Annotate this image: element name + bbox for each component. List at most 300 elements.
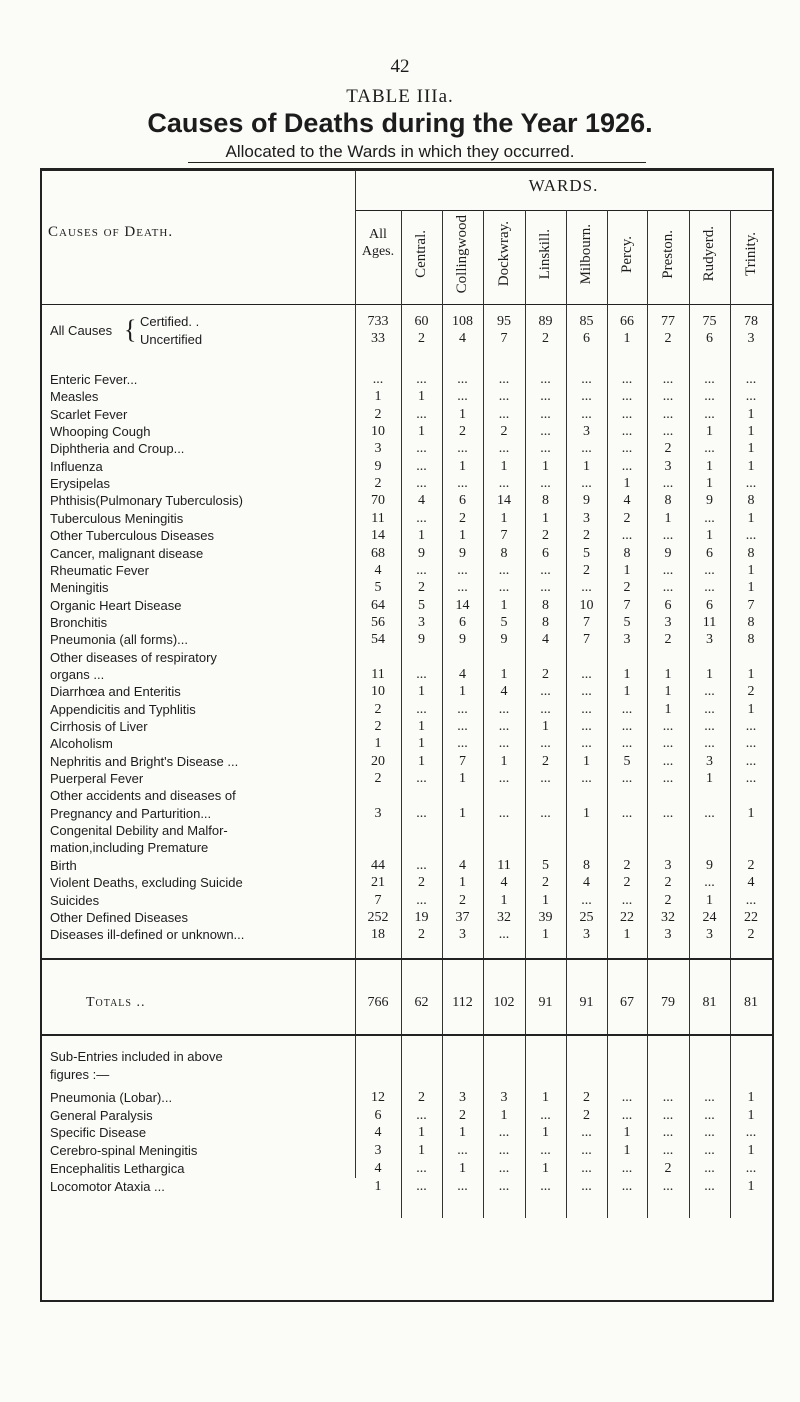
cause-values	[44, 771, 774, 788]
cell-value: 4	[459, 666, 466, 682]
cell-value: 9	[459, 545, 466, 561]
cause-label: Congenital Debility and Malfor-	[50, 823, 228, 839]
cause-label-continuation: organs ...	[50, 666, 105, 682]
ward-name: Linskill.	[537, 228, 553, 280]
cause-row	[44, 788, 774, 805]
cell-value: 8	[542, 597, 549, 613]
cause-values	[44, 910, 774, 927]
cell-value: 3	[664, 614, 672, 630]
cell-value: ...	[498, 719, 510, 734]
cell-value: 3	[583, 424, 590, 440]
cell-value: 1	[747, 406, 755, 422]
cell-value: ...	[621, 1160, 633, 1176]
cell-value: 1	[418, 736, 425, 752]
cell-value: ...	[662, 562, 674, 578]
certified-label: Certified. .	[140, 314, 200, 329]
cell-value: 1	[623, 476, 631, 492]
cause-label: Other Defined Diseases	[50, 909, 189, 925]
cause-values	[44, 372, 774, 389]
cell-value: 2	[664, 441, 672, 457]
totals-bottom-rule	[40, 1034, 774, 1036]
cell-value: ...	[498, 805, 510, 821]
cell-value: 1	[747, 805, 755, 821]
certified-count: 733	[367, 314, 389, 329]
cause-label: Organic Heart Disease	[50, 597, 182, 613]
sub-entry-label: Cerebro-spinal Meningitis	[50, 1143, 198, 1159]
cell-value: ...	[662, 771, 674, 787]
cause-label: Meningitis	[50, 580, 109, 596]
cell-value: 68	[371, 545, 385, 561]
cell-value: ...	[498, 736, 510, 752]
cell-value: 1	[583, 805, 590, 821]
cell-value: 2	[374, 701, 382, 717]
cell-value: 8	[747, 493, 755, 509]
uncertified-count: 3	[747, 331, 755, 346]
cell-value: ...	[416, 701, 427, 717]
cause-values	[44, 667, 774, 684]
cell-value: ...	[540, 1107, 551, 1123]
cell-value: 12	[371, 1090, 385, 1105]
cell-value: 2	[747, 857, 755, 873]
cell-value: ...	[581, 701, 592, 717]
cell-value: 44	[371, 857, 385, 873]
cell-value: ...	[457, 580, 468, 596]
sub-entry-label: Specific Disease	[50, 1125, 147, 1141]
cell-value: ...	[540, 389, 551, 405]
cell-value: ...	[581, 1160, 592, 1176]
cell-value: 1	[500, 892, 508, 908]
cell-value: ...	[416, 372, 427, 387]
cell-value: ...	[745, 389, 757, 405]
cause-row	[44, 823, 774, 840]
cause-values	[44, 528, 774, 545]
cell-value: 2	[664, 632, 672, 648]
cell-value: 1	[418, 424, 425, 440]
cause-label: Cancer, malignant disease	[50, 545, 204, 561]
cell-value: 25	[579, 909, 594, 925]
cell-value: 64	[371, 597, 385, 613]
cell-value: 2	[459, 892, 466, 908]
cause-values	[44, 459, 774, 476]
cell-value: ...	[498, 1143, 510, 1159]
cell-value: 2	[623, 580, 631, 596]
cell-value: 14	[371, 528, 385, 544]
cause-label: Other accidents and diseases of	[50, 788, 236, 804]
cell-value: 1	[747, 1178, 755, 1194]
sub-entries-heading	[50, 1048, 223, 1084]
cell-value: ...	[581, 719, 592, 734]
cell-value: 2	[664, 875, 672, 891]
cell-value: 3	[706, 632, 713, 648]
cell-value: 6	[459, 493, 466, 509]
cell-value: 8	[747, 614, 755, 630]
wards-heading-rule	[355, 210, 772, 211]
cell-value: 1	[747, 1143, 755, 1159]
subtitle-underline	[188, 162, 646, 163]
cell-value: 2	[542, 528, 549, 544]
uncertified-count: 2	[418, 331, 425, 346]
cell-value: ...	[498, 372, 510, 387]
cell-value: ...	[704, 1160, 715, 1176]
cell-value: 1	[542, 1090, 549, 1105]
cause-values	[44, 424, 774, 441]
cell-value: 2	[374, 719, 382, 734]
cell-value: 1	[706, 771, 713, 787]
cell-value: 1	[459, 1160, 466, 1176]
cell-value: 1	[747, 441, 755, 457]
cell-value: ...	[662, 424, 674, 440]
cause-label: Nephritis and Bright's Disease ...	[50, 753, 239, 769]
cell-value: 2	[542, 753, 549, 769]
cell-value: 1	[664, 666, 672, 682]
cell-value: 3	[459, 927, 466, 943]
cell-value: 6	[459, 614, 466, 630]
cell-value: 1	[374, 389, 382, 405]
cell-value: 1	[747, 580, 755, 596]
cell-value: 4	[374, 1160, 382, 1176]
cell-value: 8	[623, 545, 631, 561]
cell-value: ...	[704, 441, 715, 457]
cell-value: 11	[497, 857, 511, 873]
cell-value: 2	[374, 771, 382, 787]
wards-heading: WARDS.	[528, 176, 599, 195]
cell-value: ...	[621, 719, 633, 734]
cell-value: ...	[621, 1178, 633, 1194]
cell-value: 1	[706, 528, 713, 544]
cell-value: ...	[662, 805, 674, 821]
cell-value: ...	[745, 753, 757, 769]
cell-value: 14	[497, 493, 511, 509]
cell-value: 3	[500, 1090, 508, 1105]
cell-value: 252	[367, 909, 389, 925]
cell-value: 1	[418, 753, 425, 769]
cell-value: 4	[374, 562, 382, 578]
cell-value: 11	[371, 510, 385, 526]
cell-value: 1	[459, 805, 466, 821]
all-ages-header	[355, 226, 401, 260]
total-value: 62	[414, 995, 429, 1010]
cell-value: 9	[664, 545, 672, 561]
page-number: 42	[390, 56, 410, 77]
cell-value: 1	[747, 458, 755, 474]
sub-entry-label: Pneumonia (Lobar)...	[50, 1090, 173, 1105]
cause-label-continuation: Pregnancy and Parturition...	[50, 805, 212, 821]
cell-value: 22	[620, 909, 634, 925]
cause-label: Measles	[50, 389, 99, 405]
sub-entry-row	[44, 1179, 774, 1196]
ward-name: Milbourn.	[578, 223, 594, 285]
cell-value: 1	[459, 458, 466, 474]
cell-value: 2	[459, 510, 466, 526]
cell-value: 1	[500, 597, 508, 613]
cell-value: 4	[542, 632, 549, 648]
cell-value: 6	[542, 545, 549, 561]
cell-value: ...	[581, 736, 592, 752]
cause-label: Diphtheria and Croup...	[50, 441, 185, 457]
total-value: 67	[620, 995, 634, 1010]
uncertified-count: 2	[542, 331, 549, 346]
cause-label-continuation: Birth	[50, 857, 77, 873]
cell-value: 8	[542, 614, 549, 630]
cause-values	[44, 893, 774, 910]
cell-value: 11	[702, 614, 717, 630]
cell-value: 1	[500, 753, 508, 769]
cell-value: ...	[416, 857, 427, 873]
cell-value: ...	[416, 441, 427, 457]
cell-value: ...	[745, 719, 757, 734]
header-bottom-rule	[40, 304, 774, 305]
cause-label: Alcoholism	[50, 736, 113, 752]
cell-value: ...	[581, 1143, 592, 1159]
cause-label: Enteric Fever...	[50, 372, 138, 387]
cell-value: ...	[540, 1143, 551, 1159]
certified-count: 77	[661, 314, 675, 329]
cause-values	[44, 927, 774, 944]
cell-value: 54	[371, 632, 385, 648]
cell-value: 1	[664, 701, 672, 717]
cause-values	[44, 598, 774, 615]
certified-count: 78	[744, 314, 758, 329]
cell-value: 3	[418, 614, 425, 630]
table-top-rule	[40, 168, 774, 171]
cell-value: 32	[497, 909, 511, 925]
cell-value: 1	[542, 719, 549, 734]
cell-value: ...	[621, 389, 633, 405]
cell-value: ...	[745, 892, 757, 908]
cause-values	[44, 858, 774, 875]
cell-value: 2	[500, 424, 508, 440]
cell-value: 22	[744, 909, 758, 925]
cell-value: 3	[374, 805, 382, 821]
cause-values	[44, 580, 774, 597]
totals-top-rule	[40, 958, 774, 960]
cell-value: ...	[457, 736, 468, 752]
cell-value: ...	[662, 372, 674, 387]
cell-value: 6	[374, 1107, 382, 1123]
cell-value: 1	[706, 424, 713, 440]
cell-value: ...	[621, 424, 633, 440]
cell-value: 8	[500, 545, 508, 561]
cell-value: ...	[457, 1178, 468, 1194]
total-value: 81	[702, 995, 717, 1010]
cause-values	[44, 754, 774, 771]
uncertified-label: Uncertified	[140, 332, 203, 347]
cause-values	[44, 875, 774, 892]
cell-value: ...	[621, 701, 633, 717]
cell-value: ...	[416, 1107, 427, 1123]
cell-value: ...	[581, 892, 592, 908]
cell-value: 9	[500, 632, 508, 648]
cell-value: ...	[498, 701, 510, 717]
cell-value: ...	[416, 1178, 427, 1194]
cell-value: 1	[542, 927, 549, 943]
cause-label: Diarrhœa and Enteritis	[50, 684, 181, 700]
total-value: 112	[452, 995, 473, 1010]
cell-value: 39	[538, 909, 553, 925]
cell-value: 1	[459, 528, 466, 544]
cell-value: 1	[374, 1178, 382, 1194]
cell-value: ...	[745, 476, 757, 492]
uncertified-count: 7	[500, 331, 508, 346]
cell-value: 1	[418, 719, 425, 734]
cell-value: ...	[498, 927, 510, 943]
cell-value: ...	[416, 510, 427, 526]
cell-value: 8	[583, 857, 590, 873]
cell-value: 1	[664, 510, 672, 526]
cell-value: 1	[418, 684, 425, 700]
cell-value: ...	[498, 406, 510, 422]
cell-value: 7	[459, 753, 466, 769]
cell-value: ...	[662, 1107, 674, 1123]
cell-value: 2	[418, 927, 425, 943]
cell-value: 3	[583, 927, 590, 943]
cell-value: 1	[542, 1160, 549, 1176]
cell-value: 3	[664, 458, 672, 474]
cell-value: ...	[581, 406, 592, 422]
cell-value: 4	[500, 875, 508, 891]
certified-count: 85	[579, 314, 594, 329]
cell-value: ...	[457, 701, 468, 717]
cell-value: 1	[623, 562, 631, 578]
cell-value: 1	[500, 458, 508, 474]
ward-name: Rudyerd.	[701, 226, 717, 282]
cell-value: 2	[542, 666, 549, 682]
cell-value: 5	[418, 597, 425, 613]
cell-value: ...	[621, 805, 633, 821]
cell-value: 4	[583, 875, 590, 891]
table-label: TABLE IIIa.	[346, 86, 454, 107]
cell-value: 1	[500, 1107, 508, 1123]
cell-value: 8	[747, 632, 755, 648]
certified-count: 66	[620, 314, 634, 329]
cause-row	[44, 650, 774, 667]
certified-count: 95	[497, 314, 511, 329]
cell-value: 1	[374, 736, 382, 752]
cell-value: ...	[498, 1125, 510, 1141]
cell-value: ...	[621, 1090, 633, 1105]
cause-label: Influenza	[50, 458, 103, 474]
cell-value: 9	[706, 493, 713, 509]
cell-value: 9	[418, 632, 425, 648]
cell-value: 3	[374, 441, 382, 457]
cause-values	[44, 702, 774, 719]
cell-value: ...	[704, 736, 715, 752]
cell-value: 1	[583, 458, 590, 474]
cell-value: 37	[455, 909, 470, 925]
ward-header-percy	[607, 216, 647, 292]
cell-value: 1	[500, 666, 508, 682]
cell-value: ...	[704, 1143, 715, 1159]
cell-value: 10	[371, 684, 385, 700]
cell-value: 1	[542, 1125, 549, 1141]
cell-value: ...	[745, 736, 757, 752]
total-value: 766	[367, 995, 389, 1010]
cause-label: Whooping Cough	[50, 424, 151, 440]
cell-value: 3	[374, 1143, 382, 1159]
cell-value: ...	[498, 1160, 510, 1176]
cell-value: ...	[540, 736, 551, 752]
cell-value: ...	[457, 476, 468, 492]
cell-value: ...	[540, 562, 551, 578]
cell-value: ...	[704, 372, 715, 387]
ward-name: Trinity.	[742, 232, 759, 276]
cell-value: ...	[457, 441, 468, 457]
cause-label: Cirrhosis of Liver	[50, 719, 148, 734]
cell-value: ...	[662, 476, 674, 492]
cell-value: 2	[623, 875, 631, 891]
cell-value: ...	[581, 771, 592, 787]
cell-value: 8	[542, 493, 549, 509]
cell-value: ...	[498, 562, 510, 578]
cell-value: 2	[623, 510, 631, 526]
cell-value: ...	[704, 684, 715, 700]
cell-value: ...	[704, 1107, 715, 1123]
cell-value: ...	[457, 389, 468, 405]
cell-value: ...	[540, 441, 551, 457]
cell-value: 6	[706, 597, 713, 613]
cell-value: ...	[416, 562, 427, 578]
cause-values	[44, 632, 774, 649]
cell-value: ...	[416, 771, 427, 787]
all-causes-block	[44, 312, 774, 352]
cell-value: ...	[416, 666, 427, 682]
cause-values	[44, 407, 774, 424]
cell-value: 70	[371, 493, 385, 509]
cell-value: 9	[706, 857, 713, 873]
cell-value: ...	[581, 476, 592, 492]
cell-value: 1	[418, 1143, 425, 1159]
uncertified-count: 2	[664, 331, 672, 346]
cell-value: 1	[459, 771, 466, 787]
cell-value: 5	[623, 614, 631, 630]
main-title: Causes of Deaths during the Year 1926.	[147, 108, 653, 138]
cause-label: Erysipelas	[50, 476, 110, 492]
cell-value: 2	[583, 528, 590, 544]
cell-value: ...	[581, 1178, 592, 1194]
cause-label: Appendicitis and Typhlitis	[50, 701, 196, 717]
cell-value: 6	[706, 545, 713, 561]
cause-values	[44, 615, 774, 632]
cell-value: ...	[540, 684, 551, 700]
cell-value: ...	[704, 1125, 715, 1141]
cell-value: ...	[704, 389, 715, 405]
cause-label: Scarlet Fever	[50, 406, 128, 422]
cell-value: 3	[623, 632, 631, 648]
cell-value: ...	[662, 389, 674, 405]
cause-label: Diseases ill-defined or unknown...	[50, 927, 245, 943]
cell-value: 2	[623, 857, 631, 873]
sub-entry-row	[44, 1125, 774, 1142]
cell-value: ...	[662, 736, 674, 752]
cell-value: 7	[374, 892, 382, 908]
cause-label: Other diseases of respiratory	[50, 649, 217, 665]
cell-value: 1	[542, 892, 549, 908]
cell-value: 1	[706, 476, 713, 492]
cell-value: 1	[459, 406, 466, 422]
cell-value: ...	[372, 372, 384, 387]
table-bottom-rule	[40, 1300, 774, 1302]
ward-header-linskill	[525, 216, 566, 292]
cell-value: ...	[662, 753, 674, 769]
cell-value: ...	[498, 389, 510, 405]
cell-value: 3	[664, 857, 672, 873]
cell-value: ...	[581, 684, 592, 700]
cell-value: 2	[418, 1090, 425, 1105]
cell-value: 4	[418, 493, 425, 509]
cell-value: ...	[745, 771, 757, 787]
cell-value: 2	[664, 892, 672, 908]
all-causes-label: All Causes	[50, 323, 113, 338]
